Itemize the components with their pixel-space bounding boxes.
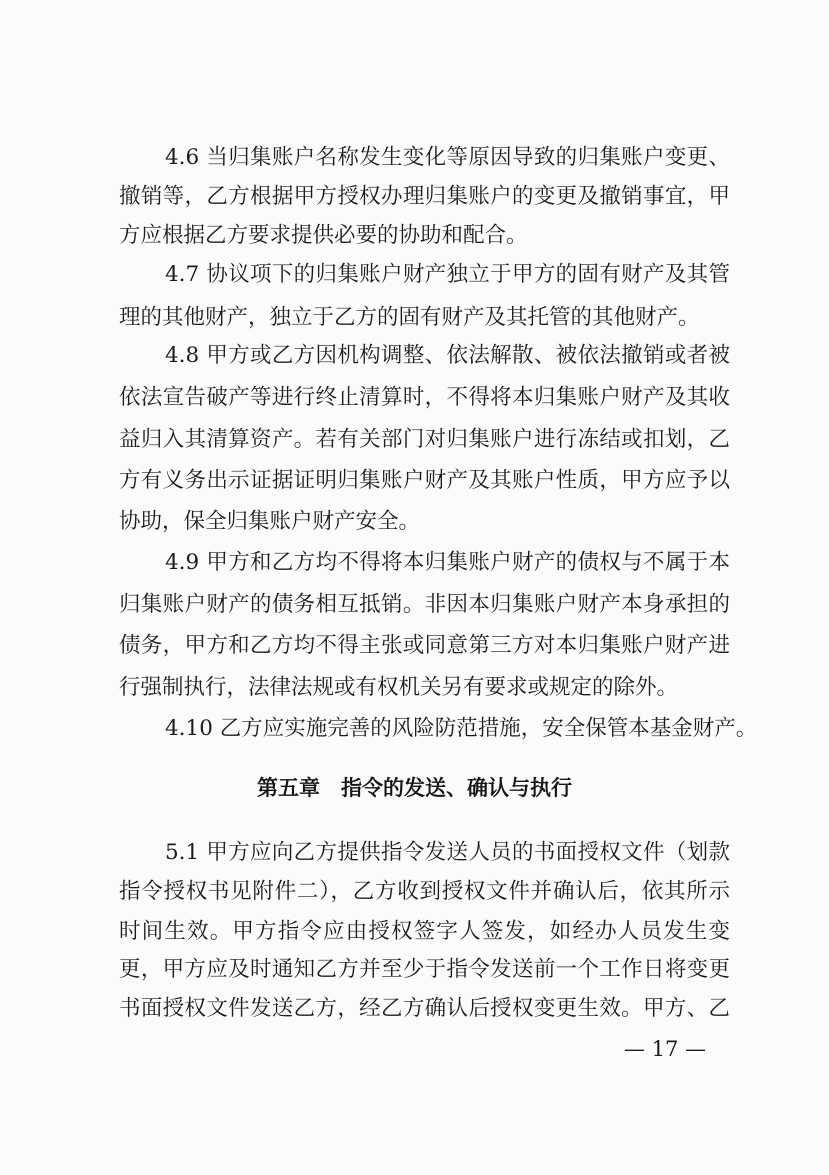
paragraph-4-9-line-1: 4.9 甲方和乙方均不得将本归集账户财产的债权与不属于本 (165, 550, 730, 575)
paragraph-5-1-line-2: 指令授权书见附件二），乙方收到授权文件并确认后，依其所示 (119, 879, 730, 904)
paragraph-4-6-line-1: 4.6 当归集账户名称发生变化等原因导致的归集账户变更、 (165, 145, 730, 170)
paragraph-4-8-line-3: 益归入其清算资产。若有关部门对归集账户进行冻结或扣划，乙 (119, 427, 730, 452)
chapter-five-heading: 第五章 指令的发送、确认与执行 (257, 776, 572, 800)
paragraph-4-8-line-2: 依法宣告破产等进行终止清算时，不得将本归集账户财产及其收 (119, 385, 730, 410)
paragraph-4-9-line-4: 行强制执行，法律法规或有权机关另有要求或规定的除外。 (119, 675, 679, 700)
paragraph-4-8-line-5: 协助，保全归集账户财产安全。 (119, 509, 421, 534)
paragraph-4-9-line-3: 债务，甲方和乙方均不得主张或同意第三方对本归集账户财产进 (119, 633, 730, 658)
paragraph-4-9-line-2: 归集账户财产的债务相互抵销。非因本归集账户财产本身承担的 (119, 592, 730, 617)
paragraph-4-7-line-2: 理的其他财产，独立于乙方的固有财产及其托管的其他财产。 (119, 305, 700, 330)
paragraph-4-10-line-1: 4.10 乙方应实施完善的风险防范措施，安全保管本基金财产。 (165, 716, 758, 741)
paragraph-4-6-line-3: 方应根据乙方要求提供必要的协助和配合。 (119, 223, 528, 248)
paragraph-4-8-line-4: 方有义务出示证据证明归集账户财产及其账户性质，甲方应予以 (119, 468, 730, 493)
paragraph-4-7-line-1: 4.7 协议项下的归集账户财产独立于甲方的固有财产及其管 (165, 262, 730, 287)
paragraph-5-1-line-5: 书面授权文件发送乙方，经乙方确认后授权变更生效。甲方、乙 (119, 996, 730, 1021)
page-number: — 17 — (623, 1037, 707, 1061)
paragraph-5-1-line-3: 时间生效。甲方指令应由授权签字人签发，如经办人员发生变 (119, 919, 730, 944)
paragraph-4-8-line-1: 4.8 甲方或乙方因机构调整、依法解散、被依法撤销或者被 (165, 343, 730, 368)
paragraph-5-1-line-4: 更，甲方应及时通知乙方并至少于指令发送前一个工作日将变更 (119, 957, 730, 982)
paragraph-5-1-line-1: 5.1 甲方应向乙方提供指令发送人员的书面授权文件（划款 (165, 840, 730, 865)
paragraph-4-6-line-2: 撤销等，乙方根据甲方授权办理归集账户的变更及撤销事宜，甲 (119, 184, 730, 209)
